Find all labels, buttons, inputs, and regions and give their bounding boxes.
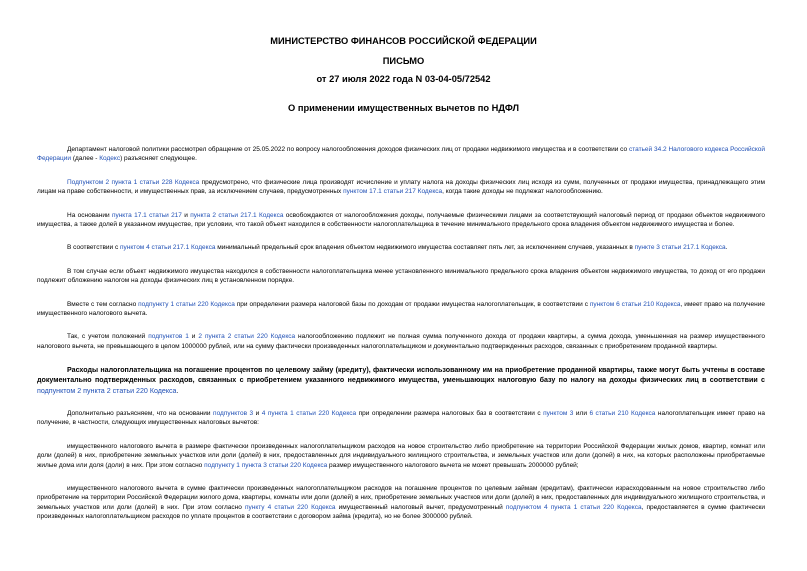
document-link[interactable]: пунктом 3	[543, 409, 574, 417]
paragraph-text: и	[181, 211, 191, 219]
document-date: от 27 июля 2022 года N 03-04-05/72542	[316, 74, 491, 84]
paragraph	[37, 267, 765, 286]
document-body	[37, 145, 765, 536]
paragraph-text: минимальный предельный срок владения объектом недвижимого имущества составляет пять лет, за исключением случаев, указанных в	[215, 244, 635, 252]
paragraph-text: Дополнительно разъясняем, что на основании	[67, 409, 214, 417]
paragraph	[37, 365, 765, 396]
paragraph-text: Департамент налоговой политики рассмотрел обращение от 25.05.2022 по вопросу налогообложения доходов физических лиц от продажи недвижимого имущества и в соответствии со	[67, 146, 629, 153]
paragraph-text: налогоплательщик имеет право на получение, в частности, следующих имущественных налоговых вычетов:	[37, 409, 766, 427]
paragraph-text: В соответствии с	[67, 244, 121, 252]
paragraph-text: Вместе с тем согласно	[67, 300, 139, 308]
document-link[interactable]: 4 пункта 1 статьи 220 Кодекса	[261, 409, 357, 417]
paragraph-text: при определении размера налоговой базы по доходам от продажи имущества налогоплательщик, в соответствии с	[234, 300, 590, 308]
paragraph	[37, 145, 765, 164]
document-link[interactable]: пунктом 6 статьи 210 Кодекса	[589, 300, 681, 308]
paragraph	[37, 332, 765, 351]
paragraph	[37, 484, 765, 522]
paragraph-text: предусмотрено, что физические лица производят исчисление и уплату налога на доходы физических лиц исходя из сумм, полученных от продажи имущества, принадлежащего этим лицам на праве собственности, и имущественных прав, за исключением случаев, предусмотренных	[37, 178, 765, 196]
paragraph-text: и	[253, 409, 262, 417]
paragraph-text: налогообложению подлежит не полная сумма полученного дохода от продажи квартиры, а сумма дохода, уменьшенная на размер имущественного налогового вычета, не превышающего в целом 1000000 рублей, или на сумму фактически произведенных налогоплательщиком и документально подтвержденных расходов, связанных с приобретением проданной квартиры.	[37, 333, 766, 350]
document-link[interactable]: подпунктом 2 пункта 2 статьи 220 Кодекса	[37, 386, 177, 395]
paragraph	[37, 442, 765, 470]
paragraph-text: (далее -	[71, 155, 100, 163]
paragraph-text: при определении размера налоговых баз в соответствии с	[356, 409, 544, 417]
paragraph-text: .	[725, 244, 728, 252]
paragraph-text: Так, с учетом положений	[67, 333, 149, 341]
paragraph-text: ) разъясняет следующее.	[120, 155, 197, 163]
document-link[interactable]: пункте 3 статьи 217.1 Кодекса	[634, 244, 726, 252]
document-link[interactable]: статьей 34.2 Налогового кодекса Российской Федерации	[37, 146, 766, 163]
paragraph-text: или	[573, 409, 590, 417]
paragraph-text: и	[188, 333, 199, 341]
document-link[interactable]: подпункту 1 пункта 3 статьи 220 Кодекса	[204, 461, 328, 469]
document-link[interactable]: 2 пункта 2 статьи 220 Кодекса	[198, 333, 296, 341]
ministry-name: МИНИСТЕРСТВО ФИНАНСОВ РОССИЙСКОЙ ФЕДЕРАЦИИ	[270, 36, 537, 46]
paragraph-text: На основании	[67, 211, 112, 219]
document-link[interactable]: пункта 2 статьи 217.1 Кодекса	[190, 211, 284, 219]
paragraph-text: , имеет право на получение имущественного налогового вычета.	[37, 300, 765, 318]
document-link[interactable]: пункту 4 статьи 220 Кодекса	[244, 503, 336, 511]
paragraph-text: .	[176, 386, 179, 395]
paragraph	[37, 409, 765, 428]
document-link[interactable]: пунктом 17.1 статьи 217 Кодекса	[343, 188, 443, 196]
paragraph	[37, 300, 765, 319]
paragraph-text: , когда такие доходы не подлежат налогообложению.	[442, 188, 603, 196]
document-link[interactable]: пунктом 4 статьи 217.1 Кодекса	[120, 244, 216, 252]
paragraph-text: имущественного налогового вычета в сумме фактически произведенных налогоплательщиком расходов на погашение процентов по целевым займам (кредитам), фактически израсходованным на новое строительство либо приобретение на территории Российской Федерации жилого дома, квартиры, комнаты или доли (долей) в них, приобретение земельных участков или доли (долей) в них, предоставленных для индивидуального жилищного строительства, и земельных участков или доли (долей) в них. При этом согласно	[37, 484, 765, 511]
paragraph-text: имущественный налоговый вычет, предусмотренный	[335, 503, 506, 511]
document-link[interactable]: Кодекс	[99, 155, 121, 163]
document-link[interactable]: Подпунктом 2 пункта 1 статьи 228 Кодекса	[67, 178, 200, 186]
document-link[interactable]: подпунктом 4 пункта 1 статьи 220 Кодекса	[505, 503, 642, 511]
paragraph	[37, 211, 765, 230]
paragraph-text: Расходы налогоплательщика на погашение процентов по целевому займу (кредиту), фактически использованному им на приобретение проданной квартиры, также могут быть учтены в составе документально подтвержденных расходов, связанных с приобретением указанного недвижимого имущества, уменьшающих налоговую базу по налогу на доходы физических лиц в соответствии с	[37, 366, 765, 385]
paragraph-text: В том случае если объект недвижимого имущества находился в собственности налогоплательщика менее установленного минимального предельного срока владения объектом недвижимого имущества, то доход от его продажи подлежит обложению налогом на доходы физических лиц в установленном порядке.	[37, 267, 765, 285]
document-link[interactable]: 6 статьи 210 Кодекса	[589, 409, 656, 417]
paragraph-text: освобождаются от налогообложения доходы, получаемые физическими лицами за соответствующий налоговый период от продажи объектов недвижимого имущества, а также долей в указанном имуществе, при условии, что такой объект находился в собственности налогоплательщика в течение минимального предельного срока владения объектом недвижимого имущества и более.	[37, 211, 765, 229]
document-link[interactable]: пункта 17.1 статьи 217	[111, 211, 182, 219]
paragraph-text: имущественного налогового вычета в размере фактически произведенных налогоплательщиком расходов на новое строительство либо приобретение на территории Российской Федерации жилых домов, квартир, комнат или доли (долей) в них, приобретение земельных участков или доли (долей) в них, предоставленных для индивидуального жилищного строительства, и земельных участков или доли (долей) в них, на которых расположены приобретаемые жилые дома или доля (доли) в них. При этом согласно	[37, 442, 765, 469]
document-link[interactable]: подпункту 1 статьи 220 Кодекса	[138, 300, 235, 308]
document-type: ПИСЬМО	[382, 56, 425, 66]
paragraph-text: , предоставляется в сумме фактически произведенных налогоплательщиком расходов по уплате процентов в соответствии с договором займа (кредита), но не более 3000000 рублей.	[37, 503, 765, 521]
paragraph	[37, 178, 765, 197]
document-title: О применении имущественных вычетов по НДФЛ	[288, 103, 519, 113]
document-link[interactable]: подпунктов 1	[148, 333, 189, 341]
paragraph-text: размер имущественного налогового вычета не может превышать 2000000 рублей;	[327, 461, 579, 469]
paragraph	[37, 243, 765, 252]
document-link[interactable]: подпунктов 3	[213, 409, 254, 417]
